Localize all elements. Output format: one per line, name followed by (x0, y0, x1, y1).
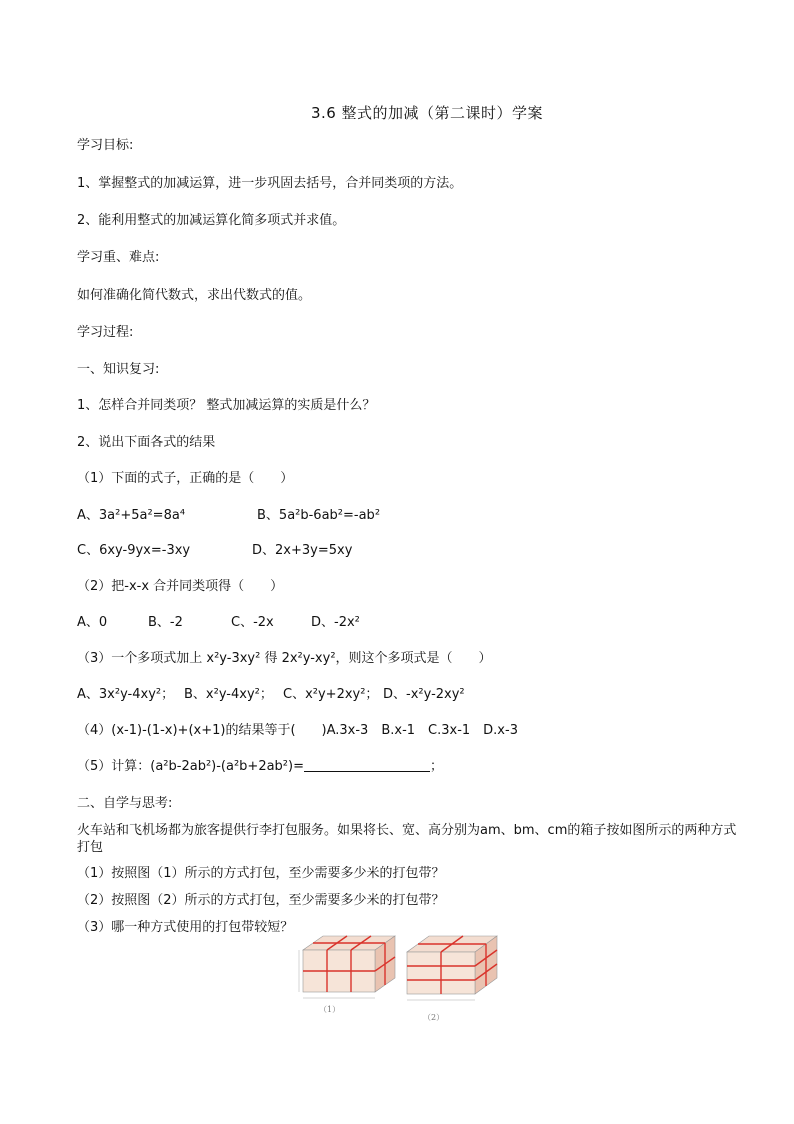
objective-2: 2、能利用整式的加减运算化简多项式并求值。 (77, 213, 346, 228)
subq4: （4）(x-1)-(1-x)+(x+1)的结果等于( )A.3x-3 B.x-1 C.3x-1 D.x-3 (77, 723, 518, 738)
subq5-prefix: （5）计算：(a²b-2ab²)-(a²b+2ab²)= (77, 759, 304, 774)
section2-heading: 二、自学与思考: (77, 796, 173, 811)
box-1 (299, 936, 395, 998)
subq1-option-a: A、3a²+5a²=8a⁴ (77, 508, 186, 523)
task-2: （2）按照图（2）所示的方式打包，至少需要多少米的打包带？ (77, 893, 445, 908)
task-3: （3）哪一种方式使用的打包带较短？ (77, 920, 294, 935)
subq5 (77, 759, 443, 775)
subq1-stem: （1）下面的式子，正确的是（ ） (77, 471, 294, 486)
figure-2-caption: （2） (423, 1013, 445, 1022)
subq1-option-b: B、5a²b-6ab²=-ab² (257, 508, 381, 523)
subq3-option-d: D、-x²y-2xy² (383, 687, 465, 702)
subq3-option-b: B、x²y-4xy²； (184, 687, 273, 702)
subq3-option-a: A、3x²y-4xy²； (77, 687, 175, 702)
intro-paragraph: 火车站和飞机场都为旅客提供行李打包服务。如果将长、宽、高分别为am、bm、cm的箱子按如图所示的两种方式打包 (77, 823, 737, 855)
subq2-option-d: D、-2x² (311, 615, 360, 630)
packaging-figure (295, 928, 515, 1028)
subq2-stem: （2）把-x-x 合并同类项得（ ） (77, 579, 284, 594)
task-1: （1）按照图（1）所示的方式打包，至少需要多少米的打包带？ (77, 866, 445, 881)
page-title (0, 102, 794, 123)
process-heading: 学习过程: (77, 325, 134, 340)
figure-1-caption: （1） (319, 1005, 341, 1014)
objectives-heading: 学习目标: (77, 138, 134, 153)
objective-1: 1、掌握整式的加减运算，进一步巩固去括号，合并同类项的方法。 (77, 176, 463, 191)
question-1: 1、怎样合并同类项？ 整式加减运算的实质是什么？ (77, 398, 376, 413)
box-2 (407, 936, 497, 1000)
subq1-option-d: D、2x+3y=5xy (252, 543, 353, 558)
subq2-option-b: B、-2 (148, 615, 183, 630)
subq2-option-c: C、-2x (231, 615, 274, 630)
keypoints-text: 如何准确化简代数式，求出代数式的值。 (77, 288, 312, 303)
title-text: 3.6 整式的加减（第二课时）学案 (310, 104, 544, 122)
section1-heading: 一、知识复习: (77, 362, 160, 377)
question-2: 2、说出下面各式的结果 (77, 435, 216, 450)
keypoints-heading: 学习重、难点: (77, 250, 160, 265)
subq2-option-a: A、0 (77, 615, 108, 630)
subq5-suffix: ； (430, 759, 444, 774)
answer-blank[interactable] (304, 759, 430, 772)
subq1-option-c: C、6xy-9yx=-3xy (77, 543, 191, 558)
subq3-option-c: C、x²y+2xy²； (283, 687, 379, 702)
subq3-stem: （3）一个多项式加上 x²y-3xy² 得 2x²y-xy²，则这个多项式是（ ） (77, 651, 492, 666)
